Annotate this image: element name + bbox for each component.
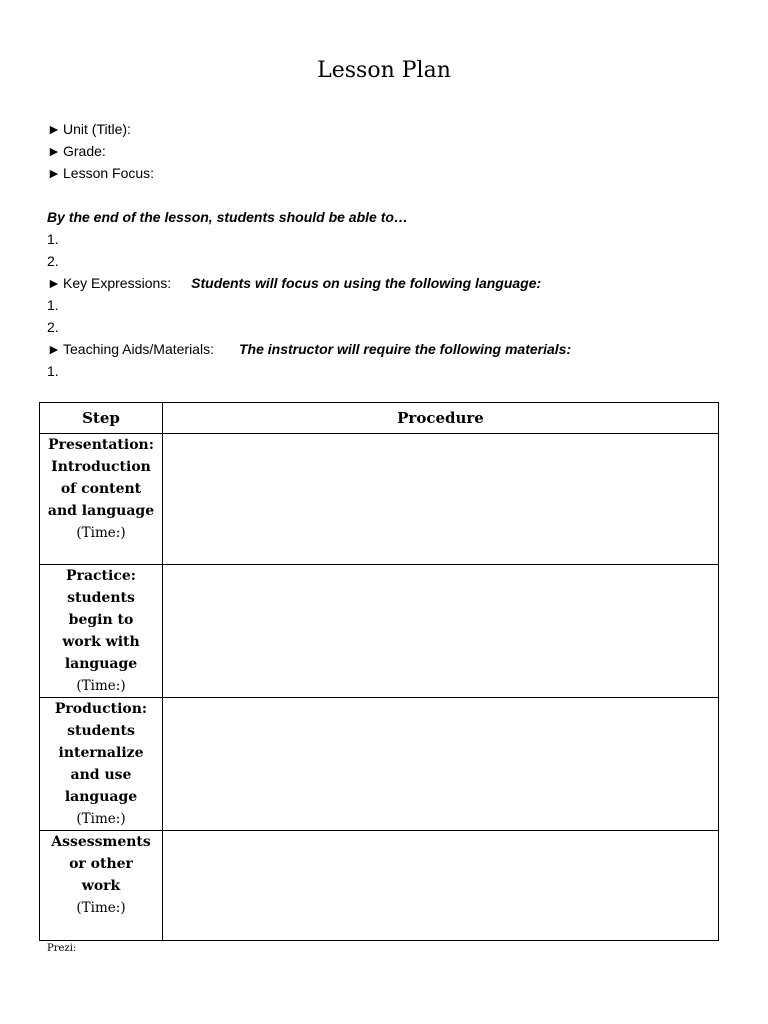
step-time: (Time:) (76, 811, 126, 827)
lesson-focus-field (47, 162, 747, 184)
step-text: begin to (68, 612, 134, 628)
arrow-right-icon: ► (47, 143, 61, 159)
footer-note: Prezi: (47, 943, 77, 954)
step-text: work with (62, 634, 140, 650)
lesson-focus-label: Lesson Focus: (63, 165, 155, 181)
step-text: students (67, 723, 135, 739)
step-text: Introduction (51, 459, 151, 475)
step-time: (Time:) (76, 678, 126, 694)
step-cell (40, 434, 163, 565)
objective-item-2: 2. (47, 253, 59, 269)
step-text: language (64, 789, 138, 805)
procedure-table (39, 402, 719, 941)
spacer (47, 184, 747, 206)
key-expression-item-1: 1. (47, 297, 59, 313)
unit-title-label: Unit (Title): (63, 121, 131, 137)
procedure-cell (163, 434, 719, 565)
page-title: Lesson Plan (317, 58, 451, 83)
table-row-presentation (40, 434, 719, 565)
materials-label: Teaching Aids/Materials: (63, 341, 214, 357)
arrow-right-icon: ► (47, 341, 61, 357)
grade-field (47, 140, 747, 162)
step-cell (40, 565, 163, 698)
unit-title-field (47, 118, 747, 140)
arrow-right-icon: ► (47, 275, 61, 291)
materials-note: The instructor will require the following materials: (238, 341, 572, 357)
lesson-header-section (47, 118, 747, 382)
table-header-row (40, 403, 719, 434)
step-text: and use (70, 767, 132, 783)
table-row-assessments (40, 831, 719, 941)
step-cell (40, 831, 163, 941)
step-text: internalize (58, 745, 144, 761)
procedure-column-header: Procedure (163, 403, 719, 434)
step-text: students (67, 590, 135, 606)
procedure-cell (163, 565, 719, 698)
table-row-practice (40, 565, 719, 698)
arrow-right-icon: ► (47, 165, 61, 181)
step-text: or other (69, 856, 133, 872)
key-expressions-label: Key Expressions: (63, 275, 172, 291)
step-column-header: Step (40, 403, 163, 434)
material-item-1: 1. (47, 363, 59, 379)
step-text: of content (60, 481, 142, 497)
key-expression-item-2: 2. (47, 319, 59, 335)
step-text: work (81, 878, 121, 894)
step-time: (Time:) (76, 525, 126, 541)
table-row-production (40, 698, 719, 831)
step-text: language (64, 656, 138, 672)
step-text: Presentation: (48, 437, 154, 453)
step-cell (40, 698, 163, 831)
step-text: Practice: (66, 568, 136, 584)
objectives-heading: By the end of the lesson, students should be able to… (47, 209, 408, 225)
arrow-right-icon: ► (47, 121, 61, 137)
step-text: Assessments (51, 834, 151, 850)
step-text: Production: (54, 701, 148, 717)
step-time: (Time:) (76, 900, 126, 916)
procedure-cell (163, 698, 719, 831)
grade-label: Grade: (63, 143, 106, 159)
objective-item-1: 1. (47, 231, 59, 247)
procedure-cell (163, 831, 719, 941)
step-text: and language (47, 503, 155, 519)
materials-field (47, 338, 747, 360)
key-expressions-note: Students will focus on using the following language: (191, 275, 542, 291)
key-expressions-field (47, 272, 747, 294)
